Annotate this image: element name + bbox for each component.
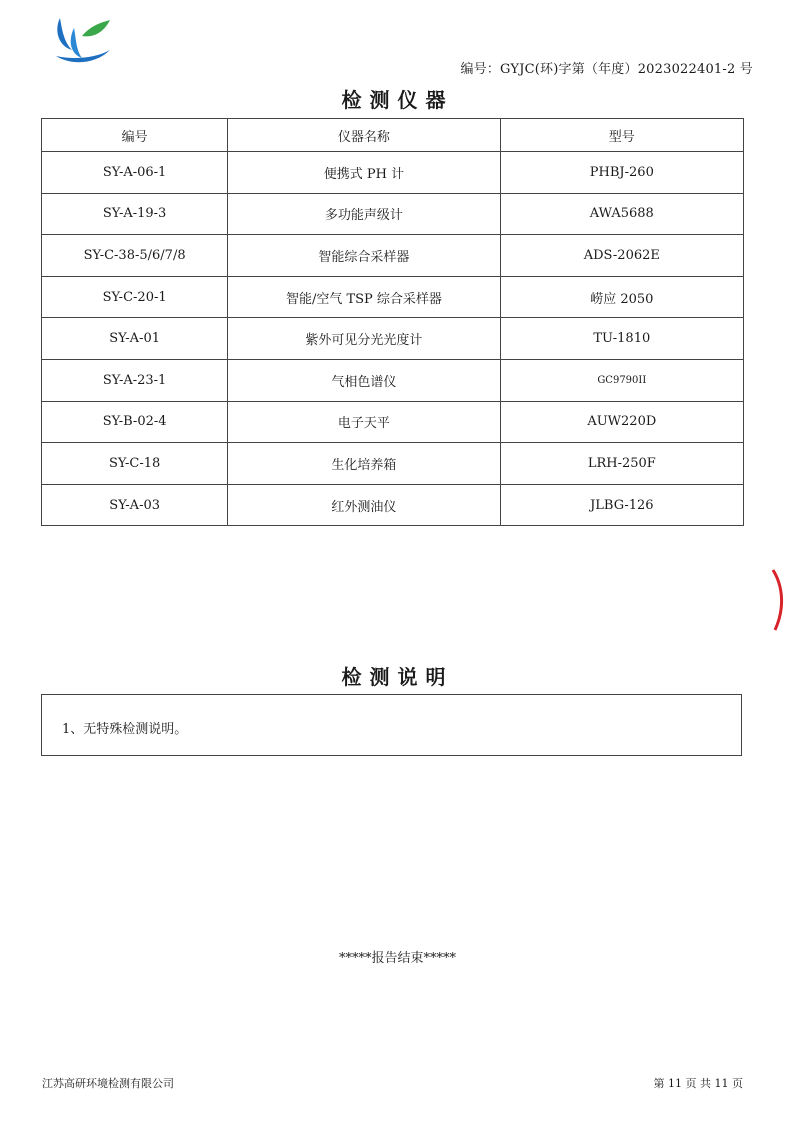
instrument-name: 电子天平 [228,401,500,443]
instrument-id: SY-A-06-1 [42,152,228,194]
instrument-name: 生化培养箱 [228,443,500,485]
table-row [42,359,744,401]
table-row [42,318,744,360]
table-row [42,276,744,318]
column-header-model: 型号 [500,119,743,152]
instrument-name: 红外测油仪 [228,484,500,526]
instrument-id: SY-A-01 [42,318,228,360]
instrument-name: 智能/空气 TSP 综合采样器 [228,276,500,318]
notes-box [41,694,742,756]
instrument-model: LRH-250F [500,443,743,485]
note-item: 1、无特殊检测说明。 [62,722,188,737]
column-header-name: 仪器名称 [228,119,500,152]
instrument-id: SY-C-38-5/6/7/8 [42,235,228,277]
instrument-name: 气相色谱仪 [228,359,500,401]
instrument-name: 便携式 PH 计 [228,152,500,194]
seal-edge-icon [769,568,789,632]
instrument-model: ADS-2062E [500,235,743,277]
instrument-id: SY-A-03 [42,484,228,526]
instruments-table [41,118,744,526]
instrument-model: AUW220D [500,401,743,443]
footer-page-info: 第 11 页 共 11 页 [653,1077,743,1090]
instrument-id: SY-C-20-1 [42,276,228,318]
instrument-name: 多功能声级计 [228,193,500,235]
instrument-model: TU-1810 [500,318,743,360]
table-row [42,401,744,443]
report-end-mark: *****报告结束***** [338,951,456,966]
table-row [42,443,744,485]
table-row [42,235,744,277]
table-row [42,484,744,526]
table-row [42,152,744,194]
table-row [42,193,744,235]
instrument-name: 紫外可见分光光度计 [228,318,500,360]
footer-company: 江苏高研环境检测有限公司 [42,1077,174,1090]
instrument-id: SY-A-19-3 [42,193,228,235]
company-logo-icon [52,16,114,66]
table-header-row [42,119,744,152]
instrument-name: 智能综合采样器 [228,235,500,277]
instrument-id: SY-B-02-4 [42,401,228,443]
instrument-model: AWA5688 [500,193,743,235]
instrument-model: JLBG-126 [500,484,743,526]
instrument-model: GC9790II [500,359,743,401]
notes-title: 检测说明 [341,665,454,689]
instrument-model: PHBJ-260 [500,152,743,194]
column-header-id: 编号 [42,119,228,152]
instrument-model: 崂应 2050 [500,276,743,318]
document-number: 编号：GYJC(环)字第（年度）2023022401-2 号 [460,62,753,77]
instruments-title: 检测仪器 [341,88,454,112]
instrument-id: SY-C-18 [42,443,228,485]
instrument-id: SY-A-23-1 [42,359,228,401]
